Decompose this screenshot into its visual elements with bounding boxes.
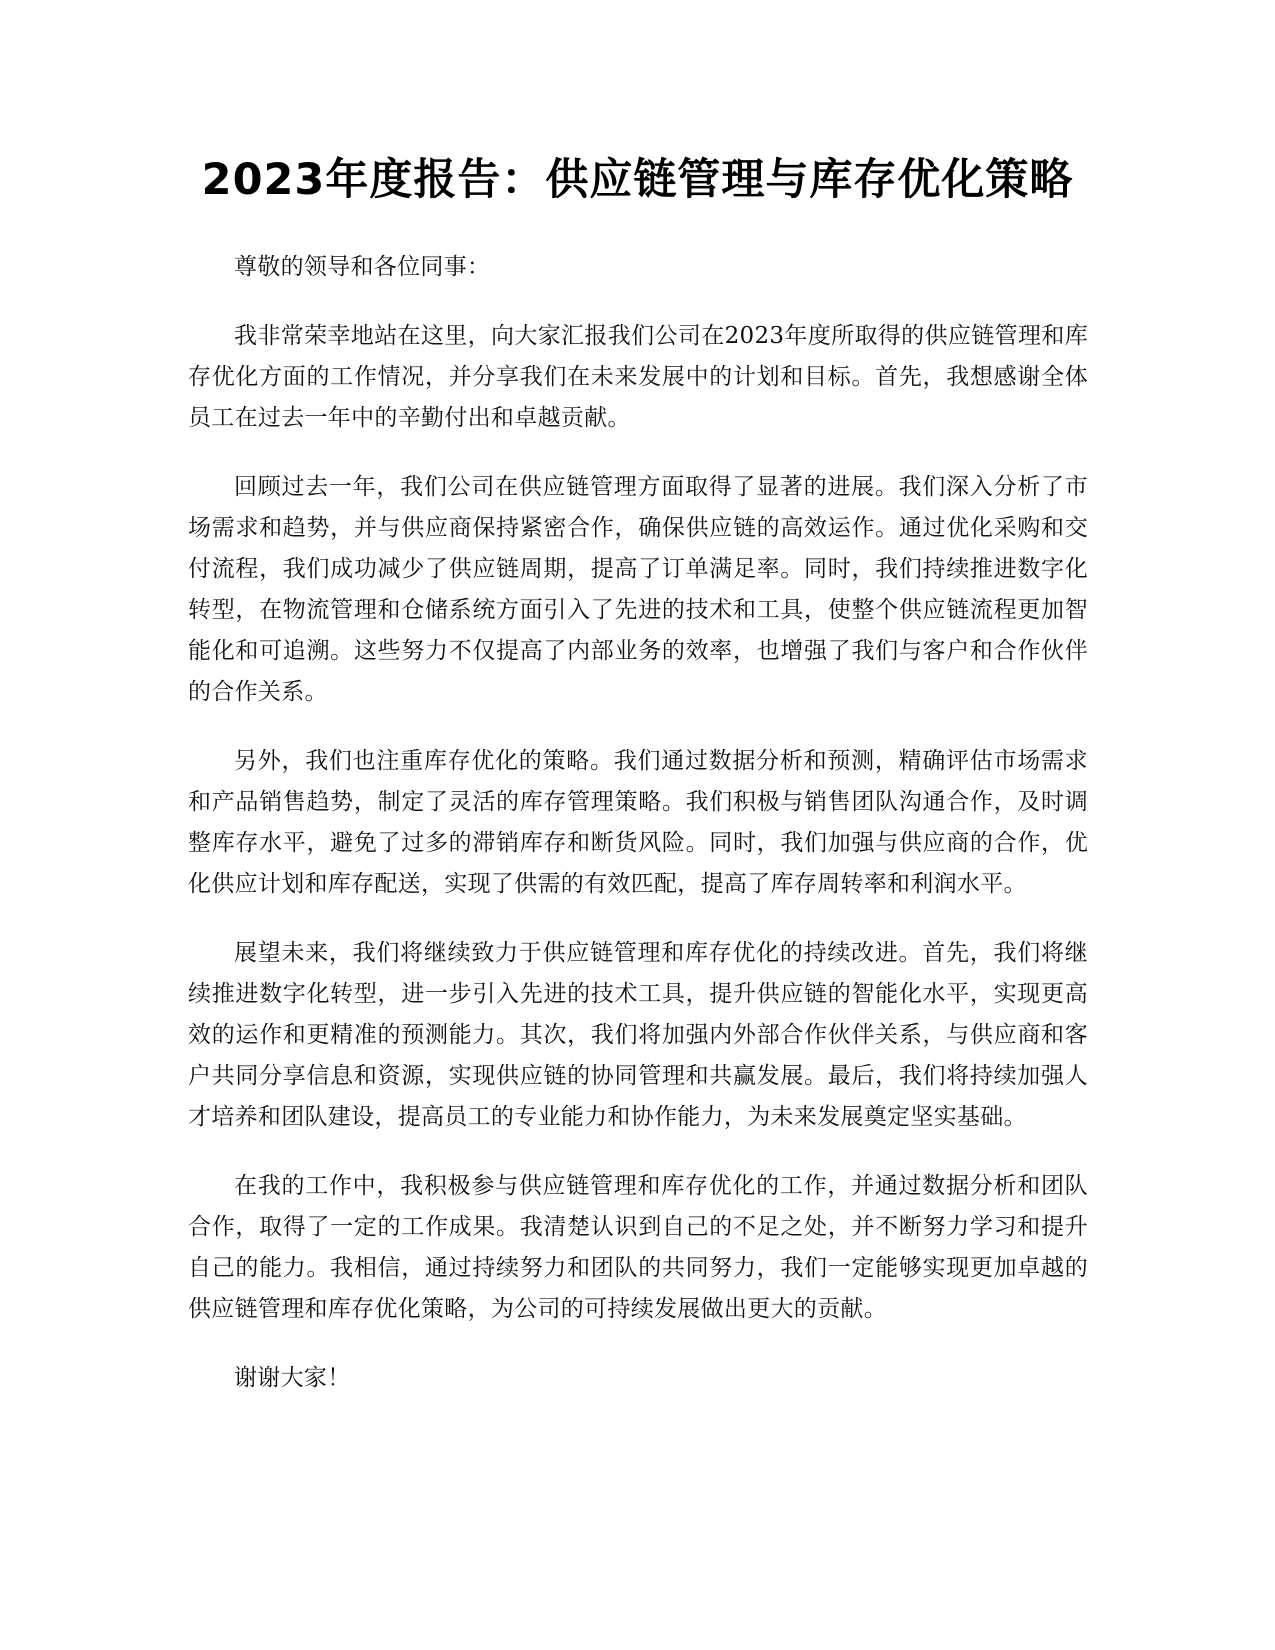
review-paragraph: 回顾过去一年，我们公司在供应链管理方面取得了显著的进展。我们深入分析了市场需求和趋势，并与供应商保持紧密合作，确保供应链的高效运作。通过优化采购和交付流程，我们成功减少了供应链周期，提高了订单满足率。同时，我们持续推进数字化转型，在物流管理和仓储系统方面引入了先进的技术和工具，使整个供应链流程更加智能化和可追溯。这些努力不仅提高了内部业务的效率，也增强了我们与客户和合作伙伴的合作关系。 [188, 474, 1088, 705]
intro-paragraph: 我非常荣幸地站在这里，向大家汇报我们公司在2023年度所取得的供应链管理和库存优化方面的工作情况，并分享我们在未来发展中的计划和目标。首先，我想感谢全体员工在过去一年中的辛勤付出和卓越贡献。 [188, 323, 1088, 431]
closing-paragraph: 谢谢大家！ [234, 1365, 351, 1391]
document-title: 2023年度报告：供应链管理与库存优化策略 [201, 155, 1074, 205]
personal-work-paragraph: 在我的工作中，我积极参与供应链管理和库存优化的工作，并通过数据分析和团队合作，取得了一定的工作成果。我清楚认识到自己的不足之处，并不断努力学习和提升自己的能力。我相信，通过持续努力和团队的共同努力，我们一定能够实现更加卓越的供应链管理和库存优化策略，为公司的可持续发展做出更大的贡献。 [188, 1173, 1088, 1322]
salutation-paragraph: 尊敬的领导和各位同事： [234, 254, 491, 280]
document-body [188, 247, 1088, 1427]
outlook-paragraph: 展望未来，我们将继续致力于供应链管理和库存优化的持续改进。首先，我们将继续推进数字化转型，进一步引入先进的技术工具，提升供应链的智能化水平，实现更高效的运作和更精准的预测能力。其次，我们将加强内外部合作伙伴关系，与供应商和客户共同分享信息和资源，实现供应链的协同管理和共赢发展。最后，我们将持续加强人才培养和团队建设，提高员工的专业能力和协作能力，为未来发展奠定坚实基础。 [188, 940, 1088, 1130]
inventory-paragraph: 另外，我们也注重库存优化的策略。我们通过数据分析和预测，精确评估市场需求和产品销售趋势，制定了灵活的库存管理策略。我们积极与销售团队沟通合作，及时调整库存水平，避免了过多的滞销库存和断货风险。同时，我们加强与供应商的合作，优化供应计划和库存配送，实现了供需的有效匹配，提高了库存周转率和利润水平。 [188, 748, 1088, 897]
